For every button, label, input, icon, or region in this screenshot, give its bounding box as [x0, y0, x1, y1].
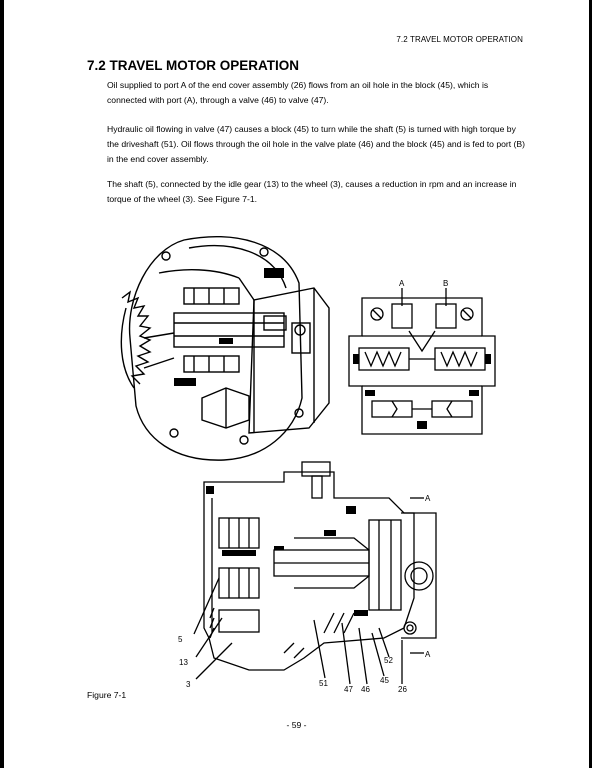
callout-52: 52 [384, 656, 393, 665]
callout-45: 45 [380, 676, 389, 685]
figure-caption: Figure 7-1 [87, 690, 127, 700]
paragraph-port-a-flow: Oil supplied to port A of the end cover assembly (26) flows from an oil hole in the block (45), which is connected with port (A), through a valve (46) to valve (47). [107, 80, 489, 105]
section-mark-bottom-label: A [425, 650, 431, 659]
callout-46: 46 [361, 685, 370, 694]
port-b-label: B [443, 279, 449, 288]
running-header: 7.2 TRAVEL MOTOR OPERATION [396, 35, 523, 44]
motor-cutaway-illustration [114, 228, 344, 468]
valve-section-diagram [347, 276, 497, 446]
port-a-label: A [399, 279, 405, 288]
callout-5: 5 [178, 635, 183, 644]
callout-51: 51 [319, 679, 328, 688]
callout-3: 3 [186, 680, 191, 689]
section-title: 7.2 TRAVEL MOTOR OPERATION [87, 58, 300, 73]
paragraph-hydraulic-flow: Hydraulic oil flowing in valve (47) causes a block (45) to turn while the shaft (5) is turned with high torque by the driveshaft (51). Oil flows through the oil hole in the valve plate (46) and the block (45) and is fed to port (B) in the end cover assembly. [107, 124, 525, 164]
motor-cross-section-diagram [174, 458, 444, 698]
callout-47: 47 [344, 685, 353, 694]
page-number: - 59 - [286, 720, 307, 730]
paragraph-shaft-reduction: The shaft (5), connected by the idle gear (13) to the wheel (3), causes a reduction in rpm and an increase in torque of the wheel (3). See Figure 7-1. [107, 179, 517, 204]
callout-26: 26 [398, 685, 407, 694]
section-mark-top-label: A [425, 494, 431, 503]
manual-page [4, 0, 589, 768]
callout-13: 13 [179, 658, 188, 667]
